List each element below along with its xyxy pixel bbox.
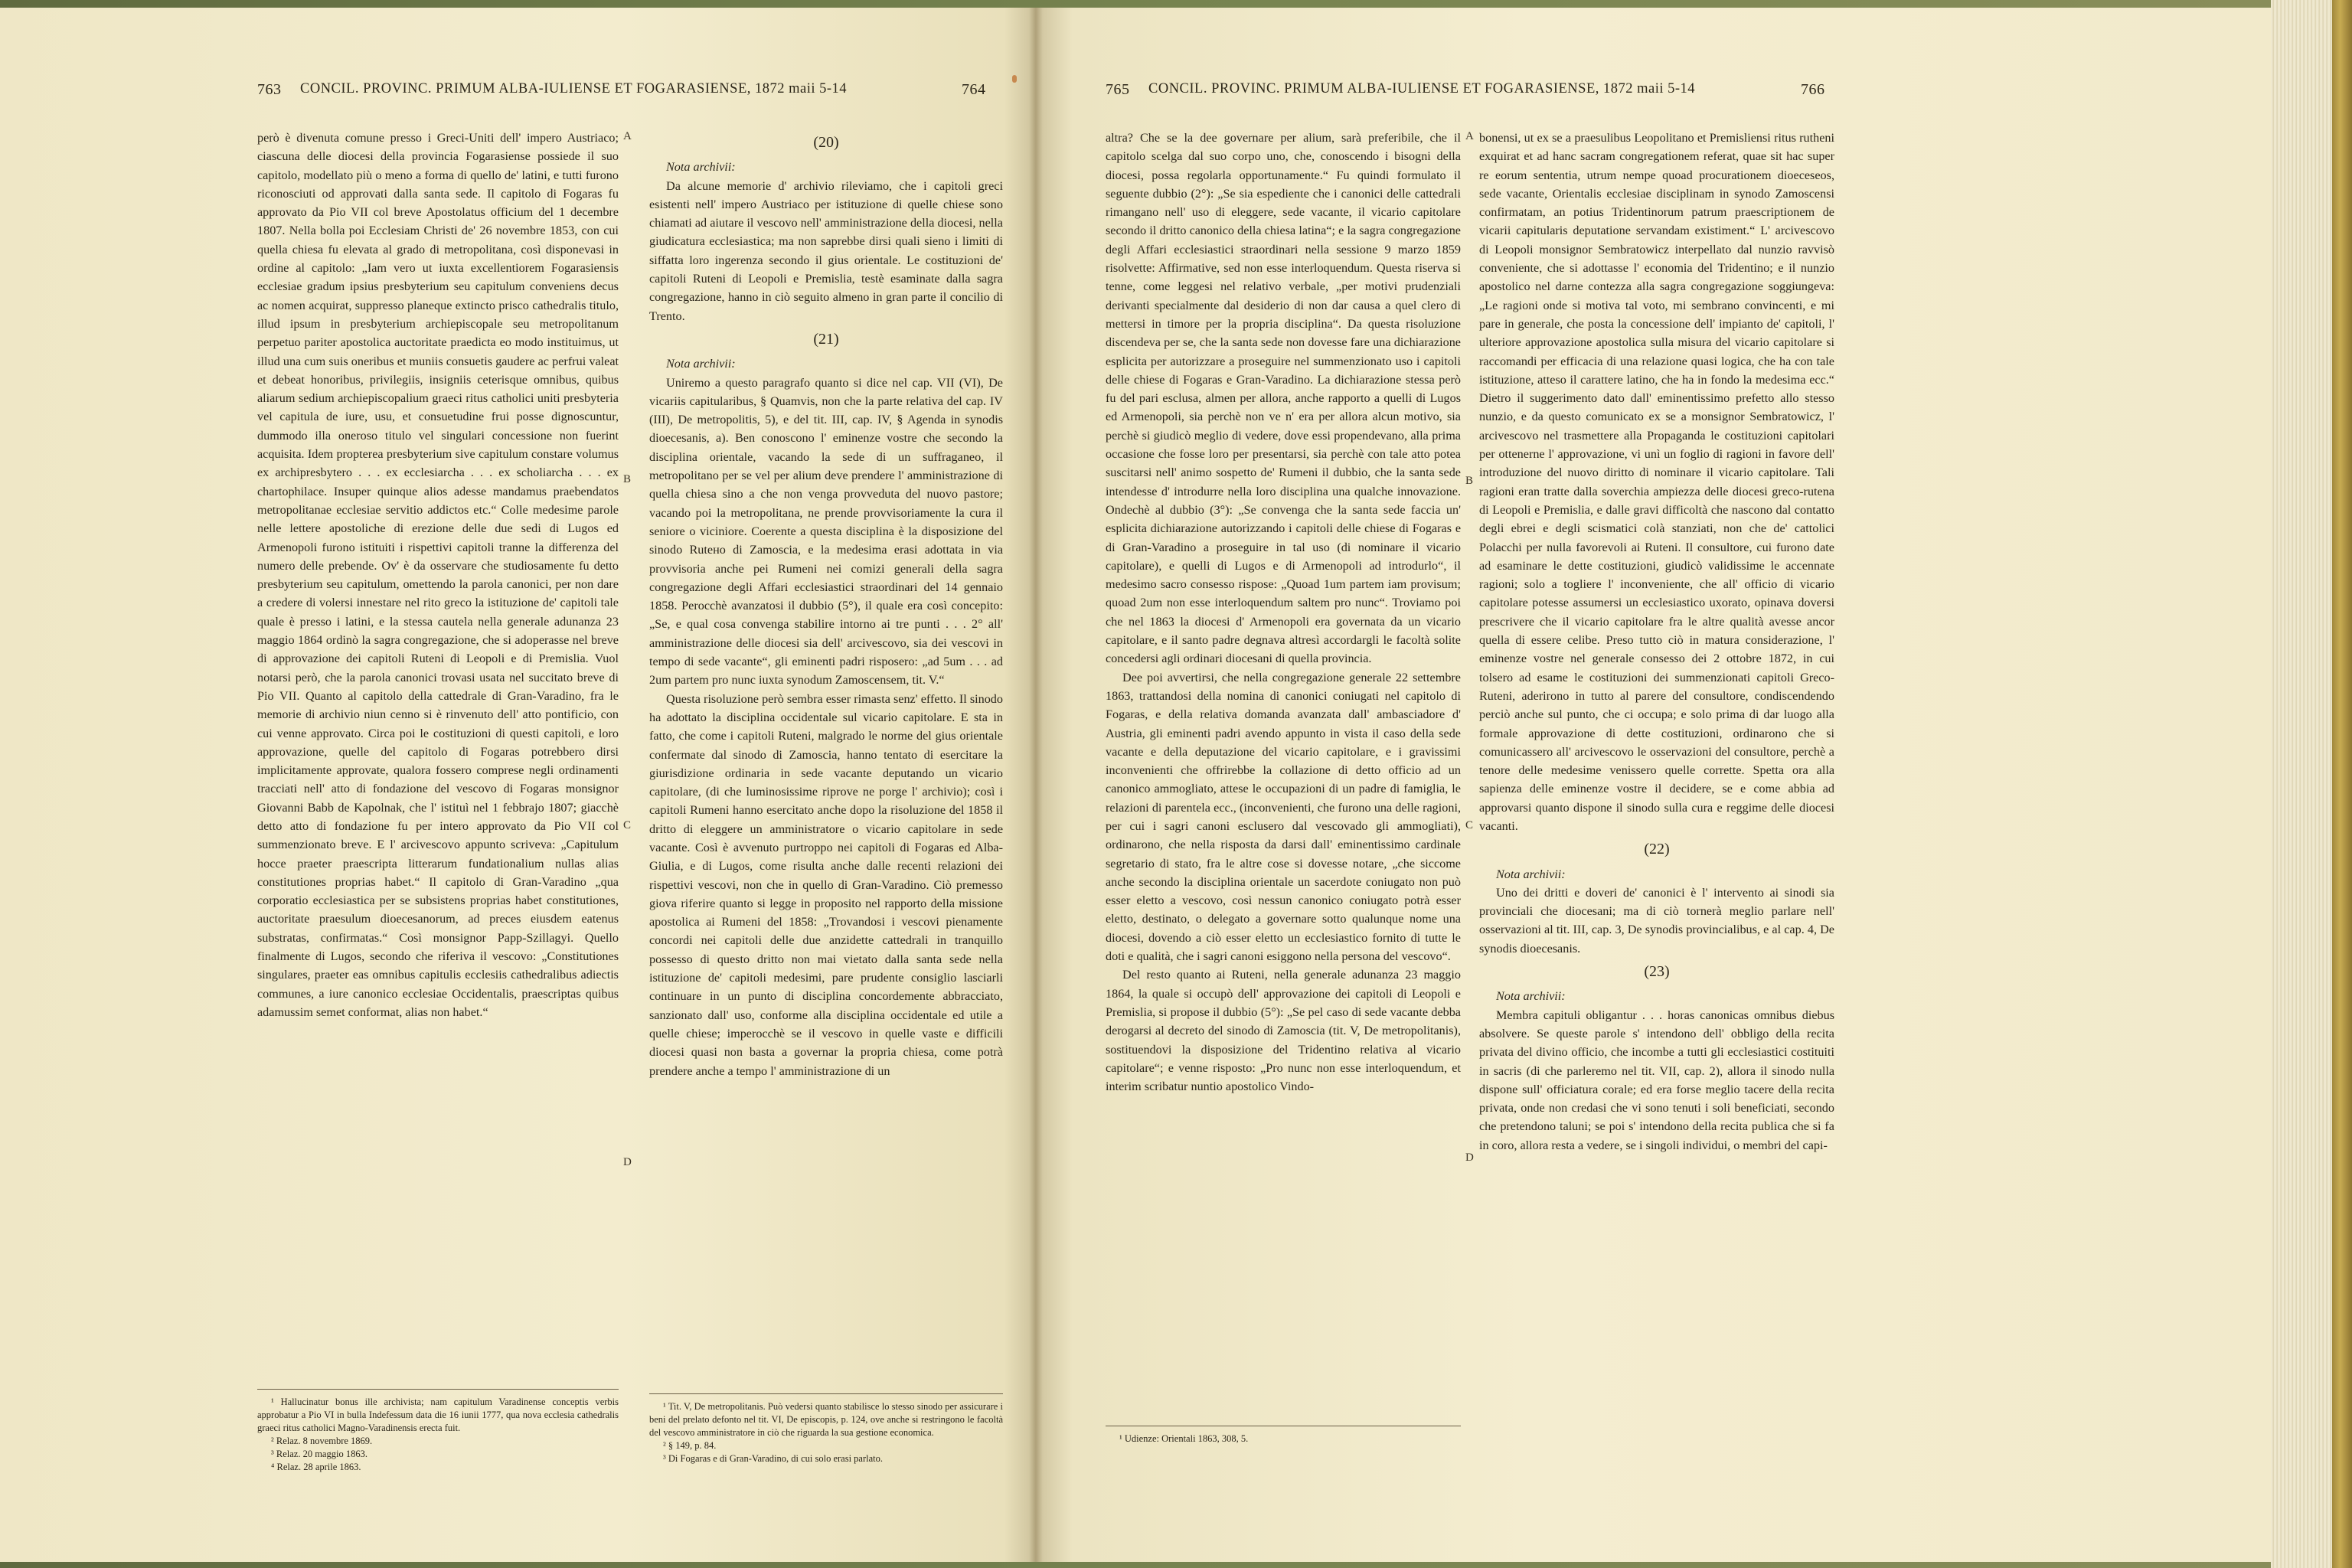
footnote: ³ Di Fogaras e di Gran-Varadino, di cui solo erasi parlato. (663, 1453, 883, 1464)
left-page (0, 8, 1035, 1562)
margin-letter-a: A (1465, 130, 1474, 142)
right-col1-paragraph: Del resto quanto ai Ruteni, nella generale adunanza 23 maggio 1864, la quale si occupò dell' approvazione dei capitoli di Leopoli e Premislia, si propose il dubbio (5°): „Se pel caso di sede vacante debba derogarsi al decreto del sinodo di Zamoscia (tit. V, De metropolitanis), sostituendovi la disposizione del Tridentino relativa al vicario capitolare“; e venne risposto: „Pro nunc non esse interloquendum, et interim scribatur nuntio apostolico Vindo- (1106, 968, 1461, 1094)
left-col1-footnotes (257, 1389, 619, 1474)
left-column-1 (257, 129, 619, 1361)
right-column-1 (1106, 129, 1461, 1415)
note-23-text: Membra capituli obligantur . . . horas canonicas omnibus diebus absolvere. Se queste parole s' intendono dell' obbligo della recita privata del divino officio, che incombe a tutti gli ecclesiastici costituiti in sacris (di che parleremo nel tit. VII, cap. 2), allora il sinodo nulla dispone sull' officiatura corale; ed era forse meglio tacere della recita privata, onde non credasi che vi sono tenuti i soli beneficiati, secondo che pretendono taluni; se poi s' intendono della recita publica che si fa in coro, allora resta a vedere, se i singoli individui, o membri del capi- (1479, 1008, 1834, 1152)
note-number-23: (23) (1644, 963, 1670, 981)
headband-mark (1012, 75, 1017, 83)
right-page (1035, 8, 2274, 1562)
right-column-2 (1479, 129, 1834, 1545)
right-page-number-left: 765 (1106, 81, 1130, 98)
note-label: Nota archivii: (1496, 989, 1566, 1004)
right-page-number-right: 766 (1801, 81, 1825, 98)
left-running-title: CONCIL. PROVINC. PRIMUM ALBA-IULIENSE ET FOGARASIENSE, 1872 maii 5-14 (300, 81, 848, 96)
left-col1-paragraph: però è divenuta comune presso i Greci-Uniti dell' impero Austriaco; ciascuna delle diocesi della provincia Fogarasiense possiede il suo capitolo, modellato più o meno a forma di quello de' latini, e tutti furono riconosciuti od approvati dalla santa sede. Il capitolo di Fogaras fu approvato da Pio VII col breve Apostolatus officium del 1 decembre 1807. Nella bolla poi Ecclesiam Christi de' 26 novembre 1853, con cui quella chiesa fu elevata al grado di metropolitana, così disponevasi in ordine al capitolo: „Iam vero ut iuxta excellentiorem Fogarasiensis ecclesiae gradum ipsius presbyterium seu capitulum conveniens decus ac nomen acquirat, suppresso planeque extincto prisco cathedralis titulo, illud ipsum in presbyterium archiepiscopale seu metropolitanum perpetuo pariter apostolica auctoritate praedicta eo modo instituimus, ut illud una cum suis oneribus et muniis consuetis gaudere ac perfrui valeat et debeat honoribus, privilegiis, insigniis ceterisque omnibus, quibus aliarum sedium archiepiscopalium graeci ritus catholici uniti presbyteria vel capitula de iure, usu, et consuetudine frui posse dignoscuntur, dummodo illa oneroso titulo vel singulari concessione non fuerint acquisita. Idem propterea presbyterium sive capitulum constare volumus ex archipresbytero . . . ex ecclesiarcha . . . ex scholiarcha . . . ex chartophilace. Insuper quinque alios adesse mandamus praebendatos metropolitanae ecclesiae servitio addictos etc.“ Colle medesime parole nelle lettere apostoliche di erezione delle due sedi di Lugos ed Armenopoli furono istituiti i rispettivi capitoli tranne la differenza del numero delle prebende. Ov' è da osservare che studiosamente fu detto presbyterium seu capitulum, omettendo la parola canonici, per non dare a credere di volersi innestare nel rito greco la istituzione de' capitoli tale quale è presso i latini, e la stessa cautela nella generale adunanza 23 maggio 1864 ordinò la sagra congregazione, che si adoperasse nel breve di approvazione dei capitoli Ruteni di Leopoli e di Premislia. Vuol notarsi però, che la parola canonici trovasi usata nel succitato breve di Pio VII. Quanto al capitolo della cattedrale di Gran-Varadino, fra le memorie di archivio niun cenno si è rinvenuto dell' atto pontificio, con cui venne approvato. Circa poi le costituzioni di questi capitoli, e loro approvazione, quelle del capitolo di Fogaras potrebbero dirsi implicitamente approvate, qualora fossero comprese negli ordinamenti tracciati nell' atto di fondazione del vescovo di Fogaras monsignor Giovanni Babb de Kapolnak, che l' istituì nel 1 febbrajo 1807; giacchè detto atto di fondazione fu per intero approvato da Pio VII col summenzionato breve. E l' arcivescovo appunto scriveva: „Capitulum hocce praeter praescripta litterarum fundationalium nullas alias constitutiones proprias habet.“ Il capitolo di Gran-Varadino „qua corporatio ecclesiastica per se subsistens proprias habet constitutiones, auctoritate praesulum dioecesanorum, ad preces eiusdem eatenus substratas, confirmatas.“ Così monsignor Papp-Szillagyi. Quello finalmente di Lugos, secondo che riferiva il vescovo: „Constitutiones singulares, praeter eas omnibus capitulis ecclesiis cathedralibus adiectis communes, a iure canonico ecclesiae Occidentalis, praescriptas quibus adamussim semet conformat, alias non habet.“ (257, 131, 619, 1019)
left-page-number-left: 763 (257, 81, 282, 98)
left-page-number-right: 764 (962, 81, 986, 98)
margin-letter-d: D (1465, 1152, 1474, 1164)
right-col1-paragraph: altra? Che se la dee governare per alium, sarà preferibile, che il capitolo scelga dal suo corpo uno, che, conoscendo i bisogni della diocesi, possa regolarla opportunamente.“ Fu quindi formulato il seguente dubbio (2°): „Se sia espediente che i canonici delle cattedrali rimangano nell' uso di eleggere, sede vacante, il vicario capitolare secondo il dritto canonico della chiesa latina“; e la sagra congregazione degli Affari ecclesiastici straordinari nella sessione 9 marzo 1859 risolvette: Affirmative, sed non esse interloquendum. Questa riserva si tenne, come leggesi nel relativo verbale, „per motivi prudenziali derivanti specialmente dal desiderio di non dar causa a quel clero di mettersi in timore per la propria disciplina“. Da questa risoluzione discendeva per se, che la santa sede non dovesse fare una dichiarazione esplicita per autorizzare a proseguire nel summenzionato uso i capitoli delle chiese di Fogaras e Gran-Varadino. La dichiarazione stessa però fu del pari esclusa, almen per allora, anche rapporto a quelli di Lugos ed Armenopoli, sia perchè non ve n' era per allora alcun motivo, sia perchè si giudicò meglio di vedere, dove essi propendevano, alla prima occasione che fosse loro per presentarsi, sia perchè con tale atto potea suscitarsi nell' animo sospetto de' Rumeni il dubbio, che la santa sede intendesse d' introdurre nella loro disciplina una qualche innovazione. Ondechè al dubbio (3°): „Se convenga che la santa sede faccia un' esplicita dichiarazione autorizzando i capitoli delle chiese di Fogaras e di Gran-Varadino a proseguire in tal uso (di nominare il vicario capitolare), e quelli di Lugos e di Armenopoli ad introdurlo“, il medesimo sacro consesso rispose: „Quoad 1um partem iam provisum; quoad 2um non esse interloquendum saltem pro nunc“. Troviamo poi che nel 1863 la diocesi d' Armenopoli era governata da un vicario capitolare, e il santo padre degnava altresì accordargli le facoltà solite concedersi agli ordinari diocesani di quella provincia. (1106, 131, 1461, 666)
footnote: ⁴ Relaz. 28 aprile 1863. (271, 1462, 361, 1472)
note-label: Nota archivii: (666, 357, 736, 371)
note-label: Nota archivii: (1496, 867, 1566, 881)
margin-letter-d: D (623, 1156, 632, 1168)
right-col1-footnotes (1106, 1426, 1461, 1446)
note-number-21: (21) (813, 330, 839, 348)
note-label: Nota archivii: (666, 160, 736, 175)
margin-letter-c: C (1465, 819, 1474, 831)
right-col2-paragraph: bonensi, ut ex se a praesulibus Leopolitano et Premisliensi ritus rutheni exquirat et ad hanc sacram congregationem referat, quae sit hac super re eorum sententia, utrum nempe quoad procurationem dioeceseos, sede vacante, Orientalis ecclesiae disciplinam in synodo Zamoscensi confirmatam, an potius Tridentinorum patrum praescriptionem de vicarii capitularis deputatione servandam existiment.“ L' arcivescovo di Leopoli monsignor Sembratowicz interpellato dal nunzio ravvisò conveniente, che si adottasse l' economia del Tridentino; e il nunzio apostolico nel darne contezza alla sagra congregazione soggiungeva: „Le ragioni onde si motiva tal voto, mi sembrano convincenti, e mi pare in generale, che posta la concessione dell' impianto de' capitoli, l' ulteriore approvazione apostolica sulla misura del vicario capitolare si raccomandi per efficacia di una relazione quasi logica, che ha con tale istituzione, atteso il carattere latino, che ha in fondo la medesima ecc.“ Dietro il suggerimento dato dall' eminentissimo prefetto allo stesso nunzio, e da questo comunicato ex se a monsignor Sembratowicz, l' arcivescovo nel trasmettere alla Propaganda le costituzioni capitolari per ottenerne l' approvazione, vi unì un foglio di ragioni in favore dell' introduzione del nuovo diritto di nominare il vicario capitolare. Tali ragioni eran tratte dalla soverchia ampiezza delle diocesi greco-rutena di Leopoli e Premislia, e dalle gravi difficoltà che nascono dal contatto degli ebrei e degli scismatici colà stanziati, non che de' cattolici Polacchi per nulla favorevoli ai Ruteni. Il consultore, cui furono date ad esaminare le dette costituzioni, giudicò validissime le accennate ragioni; solo a togliere l' inconveniente, che all' officio di vicario capitolare potesse assumersi un ecclesiastico uxorato, opinava doversi prescrivere che il vicario capitolare fra le altre qualità avesse ancor quella di essere celibe. Preso tutto ciò in matura considerazione, l' eminenze vostre nel generale consesso dei 2 ottobre 1872, in cui tolsero ad esame le costituzioni dei summenzionati capitoli Greco-Ruteni, aderirono in tutto al parere del consultore, condiscendendo perciò anche sul punto, che ci occupa; e solo prima di dar luogo alla formale approvazione di dette costituzioni, ordinarono che si comunicassero all' arcivescovo le osservazioni del consultore, perchè a tenore delle medesime venissero quelle corrette. Spetta ora alla sapienza delle eminenze vostre il decidere, se e come abbia ad approvarsi quanto dispone il sinodo sulla cura e reggime delle diocesi vacanti. (1479, 131, 1834, 833)
note-20-text: Da alcune memorie d' archivio rileviamo, che i capitoli greci esistenti nell' impero Austriaco per istituzione di quelle chiese sono chiamati ad aiutare il vescovo nell' amministrazione della diocesi, nella giudicatura ecclesiastica; ma non saprebbe dirsi quali sieno i limiti di siffatta loro ingerenza secondo il gius orientale. Le costituzioni de' capitoli Ruteni di Leopoli e Premislia, testè esaminate dalla sagra congregazione, hanno in ciò seguito almeno in gran parte il concilio di Trento. (649, 178, 1003, 323)
footnote: ¹ Tit. V, De metropolitanis. Può vedersi quanto stabilisce lo stesso sinodo per assicurare i beni del prelato defonto nel tit. VI, De episcopis, p. 124, ove anche si restringono le facoltà del vescovo amministratore in ciò che riguarda la sua gestione economica. (649, 1401, 1003, 1438)
book-gutter (1029, 8, 1043, 1562)
footnote: ¹ Udienze: Orientali 1863, 308, 5. (1119, 1433, 1249, 1444)
footnote: ³ Relaz. 20 maggio 1863. (271, 1449, 368, 1459)
footnote: ² § 149, p. 84. (663, 1440, 717, 1451)
left-column-2 (649, 129, 1003, 1369)
note-21-text: Uniremo a questo paragrafo quanto si dice nel cap. VII (VI), De vicariis capitularibus, § Quamvis, non che la parte relativa del cap. IV (III), De metropolitis, 5), e del tit. III, cap. IV, § Agenda in synodis dioecesanis, a). Ben conoscono l' eminenze vostre che secondo la disciplina orientale, vacando la sede di un suffraganeo, il metropolitano per se vel per alium deve prendere l' amministrazione di quella chiesa sino a che non venga provveduta del nuovo pastore; vacando poi la metropolitana, ne prende provvisoriamente la cura il seniore o viciniore. Coerente a questa disciplina è la disposizione del sinodo Rutено di Zamoscia, e la medesima erasi adottata in via provvisoria anche pei Rumeni nei comizi generali della sagra congregazione degli Affari ecclesiastici straordinari del 14 gennaio 1858. Perocchè avanzatosi il dubbio (5°), il quale era così concepito: „Se, e qual cosa convenga stabilire intorno ai tre punti . . . 2° all' amministrazione delle diocesi sia dell' arcivescovo, sia dei vescovi in tempo di sede vacante“, gli eminenti padri risposero: „ad 5um . . . ad 2um partem pro nunc iuxta synodum Zamoscensem, tit. V.“ (649, 375, 1003, 688)
right-running-title: CONCIL. PROVINC. PRIMUM ALBA-IULIENSE ET FOGARASIENSE, 1872 maii 5-14 (1148, 81, 1696, 96)
footnote: ¹ Hallucinatur bonus ille archivista; nam capitulum Varadinense conceptis verbis approbatur a Pio VI in bulla Indefessum data die 16 iunii 1777, qua nova ecclesia cathedralis graeci ritus catholici Magno-Varadinensis erecta fuit. (257, 1396, 619, 1433)
note-22-text: Uno dei dritti e doveri de' canonici è l' intervento ai sinodi sia provinciali che diocesani; ma di ciò tornerà meglio parlare nell' osservazioni al tit. III, cap. 3, De synodis provincialibus, e al cap. 4, De synodis dioecesanis. (1479, 885, 1834, 956)
note-number-20: (20) (813, 134, 839, 151)
margin-letter-a: A (623, 130, 632, 142)
margin-letter-c: C (623, 819, 632, 831)
margin-letter-b: B (1465, 475, 1474, 487)
note-21-text: Questa risoluzione però sembra esser rimasta senz' effetto. Il sinodo ha adottato la disciplina occidentale sul vicario capitolare. E sta in fatto, che come i capitoli Ruteni, malgrado le norme del gius orientale confermate dal sinodo di Zamoscia, hanno tentato di esercitare la giurisdizione ordinaria in sede vacante deputando un vicario capitolare, (di che luminosissime riprove ne porge l' archivio); così i capitoli Rumeni hanno esercitato anche dopo la risoluzione del 1858 il dritto di eleggere un amministratore o vicario capitolare in sede vacante. Così è avvenuto purtroppo nei capitoli di Fogaras ed Alba-Giulia, e di Lugos, come risulta anche dalle recenti relazioni dei rispettivi vescovi, non che in quello di Gran-Varadino. Ciò premesso giova riferire quanto si legge in proposito nel rapporto della missione apostolica ai Rumeni del 1858: „Trovandosi i vescovi pienamente concordi nei capitoli delle due anzidette cattedrali in tranquillo possesso di questo dritto non mai vietato dalla santa sede nella istituzione de' capitoli medesimi, pare prudente consiglio lasciarli continuare in un punto di disciplina concordemente abbracciato, sanzionato dall' uso, conforme alla disciplina occidentale ed utile a quelle chiese; imperocchè se il vescovo in quelle vaste e difficili diocesi quasi non basta a governar la propria chiesa, come potrà prendere anche a tempo l' amministrazione di un (649, 691, 1003, 1078)
right-col1-paragraph: Dee poi avvertirsi, che nella congregazione generale 22 settembre 1863, trattandosi della nomina di canonici coniugati nel capitolo di Fogaras, e della relativa domanda avanzata dall' ambasciadore d' Austria, gli eminenti padri avendo appunto in vista il caso della sede vacante e della deputazione del vicario capitolare, e i gravissimi inconvenienti che offrirebbe la collazione di detto officio ad un canonico ammogliato, attese le occupazioni di un padre di famiglia, le relazioni di parentela ecc., (inconvenienti, che furono una delle ragioni, per cui i sagri canoni escluserо dal vescovado gli ammogliati), ordinarono, che nella risposta da darsi dall' eminentissimo cardinale segretario di stato, fra le altre cose si dovesse notare, „che siccome anche secondo la disciplina orientale un sacerdote coniugato non può esser eletto a vescovo, così nessun canonico coniugato potrà esser eletto, destinato, o delegato a governare sotto qualunque nome una diocesi, dovendo a ciò esser eletto un ecclesiastico fornito di tutte le doti e qualità, che i sagri canoni esiggono nella persona del vescovo“. (1106, 670, 1461, 964)
margin-letter-b: B (623, 473, 632, 485)
left-col2-footnotes (649, 1393, 1003, 1465)
note-number-22: (22) (1644, 841, 1670, 858)
book-cover-edge (2332, 0, 2352, 1568)
footnote: ² Relaz. 8 novembre 1869. (271, 1436, 373, 1446)
